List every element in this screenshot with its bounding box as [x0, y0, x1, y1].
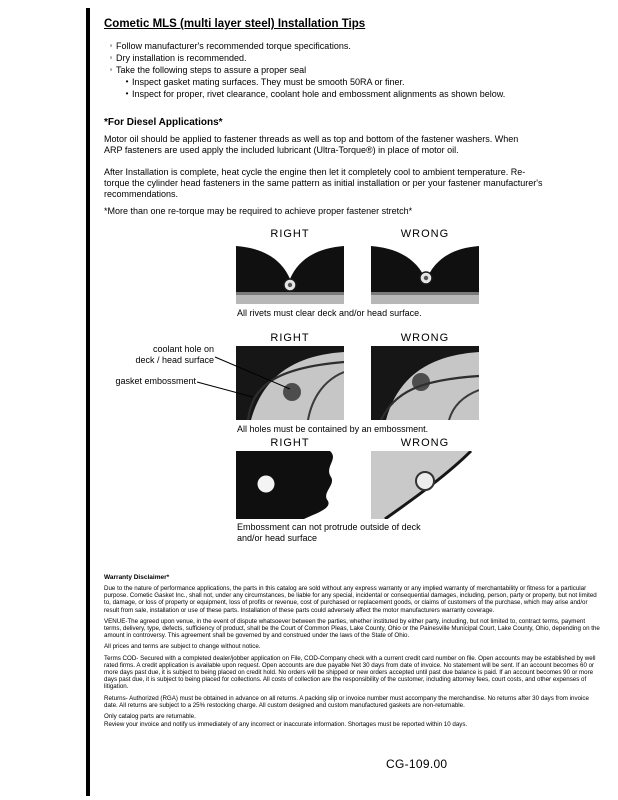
wrong-header: WRONG: [400, 332, 450, 344]
rivet-right-image: [236, 242, 344, 304]
diagram-row-holes: [236, 332, 479, 420]
warranty-disclaimer: [104, 574, 601, 732]
tip-sub-item: [122, 88, 505, 100]
warranty-paragraph: Terms COD- Secured with a completed dealer/jobber application on File, COD-Company check with a current credit card number on file. Open accounts may be established by well rated firms. A credit application is available upon request. Open accounts are due payable Net 30 days from date of invoice. No statement will be sent. If an account becomes 60 or more days past due, it is subject to being placed on credit hold. No orders will be shipped or new orders accepted until past due balance is paid. If an account becomes 90 or more days past due, it is subject to being placed for collections. All costs of collection are the responsibility of the customer, including attorney fees, court costs, and other expenses of litigation.: [104, 654, 596, 691]
bolt-hole-icon: [258, 476, 275, 493]
annotation-embossment-label: gasket embossment: [115, 376, 196, 386]
diesel-paragraph-2: After Installation is complete, heat cycle the engine then let it completely cool to ambient temperature. Re-torque the cylinder head fasteners in the same pattern as initial installation or per your fastener manufacturer's recommendations.: [104, 167, 543, 199]
protrusion-caption: Embossment can not protrude outside of deck and/or head surface: [237, 522, 421, 543]
tip-sub-item: [122, 76, 505, 88]
wrong-header: WRONG: [400, 228, 450, 240]
diesel-paragraph-1: Motor oil should be applied to fastener threads as well as top and bottom of the fastener washers. When ARP fasteners are used apply the included lubricant (Ultra-Torque®) in place of motor oil.: [104, 134, 519, 155]
rivet-wrong-image: [371, 242, 479, 304]
diagram-wrong-column: [371, 437, 479, 519]
diagram-right-column: [236, 332, 344, 420]
warranty-paragraph: Returns- Authorized (RGA) must be obtained in advance on all returns. A packing slip or invoice number must accompany the merchandise. No returns after 30 days from invoice date. All returns are subject to a 25% restocking charge. All custom designed and custom manufactured gaskets are non-returnable.: [104, 694, 589, 709]
bullet-marker: ◦: [109, 53, 113, 62]
right-header: RIGHT: [270, 332, 310, 344]
diagram-row-rivets: [236, 228, 479, 304]
right-header: RIGHT: [270, 437, 310, 449]
tip-text: Dry installation is recommended.: [116, 53, 247, 63]
tip-item: [106, 40, 505, 52]
warranty-paragraph: Due to the nature of performance applications, the parts in this catalog are sold without any express warranty or any implied warranty of merchantability or fitness for a particular purpose. Cometic Gasket Inc., shall not, under any circumstances, be liable for any special, incidental or consequential damages, including, person, party or property, but not limited to, damage, or loss of property or equipment, loss of profits or revenue, cost of purchased or replacement goods, or claims of customers of the purchase, which may arise and/or result from sale, installation or use of these parts. Installation of these parts could adversely affect the motor manufacturers warranty coverage.: [104, 585, 597, 614]
page-title: Cometic MLS (multi layer steel) Installation Tips: [104, 18, 366, 30]
warranty-paragraph: Only catalog parts are returnable.: [104, 713, 196, 721]
tip-text: Inspect gasket mating surfaces. They must be smooth 50RA or finer.: [132, 77, 405, 87]
embossment-right-image: [236, 346, 344, 420]
holes-caption: All holes must be contained by an embossment.: [237, 424, 429, 434]
warranty-paragraph: VENUE-The agreed upon venue, in the event of dispute whatsoever between the parties, whether instituted by either party, including, but not limited to, contract terms, payment terms, delivery, type, defects, sufficiency of product, shall be the Court of Common Pleas, Lake County, Ohio or the Painesville Municipal Court, Lake County, Ohio, depending on the amount in controversy. This agreement shall be governed by and construed under the laws of the State of Ohio.: [104, 617, 600, 640]
bullet-marker: •: [125, 77, 129, 86]
coolant-hole-icon: [283, 383, 301, 401]
protrusion-wrong-image: [371, 451, 479, 519]
annotation-coolant-label: coolant hole on deck / head surface: [135, 344, 214, 365]
rivet-caption: All rivets must clear deck and/or head surface.: [237, 308, 422, 318]
left-edge-rule: [86, 8, 90, 796]
warranty-paragraph: Review your invoice and notify us immediately of any incorrect or inaccurate information. Shortages must be reported within 10 days.: [104, 721, 468, 729]
tips-list: [106, 40, 505, 100]
right-header: RIGHT: [270, 228, 310, 240]
catalog-code: CG-109.00: [386, 757, 448, 771]
diesel-applications-heading: *For Diesel Applications*: [104, 117, 223, 128]
warranty-heading: Warranty Disclaimer*: [104, 574, 170, 581]
tip-text: Take the following steps to assure a proper seal: [116, 65, 307, 75]
diagram-wrong-column: [371, 228, 479, 304]
bullet-marker: •: [125, 89, 129, 98]
diagram-right-column: [236, 228, 344, 304]
embossment-wrong-image: [371, 346, 479, 420]
bullet-marker: ◦: [109, 65, 113, 74]
wrong-header: WRONG: [400, 437, 450, 449]
retorque-note: *More than one re-torque may be required to achieve proper fastener stretch*: [104, 206, 413, 216]
warranty-paragraph: All prices and terms are subject to change without notice.: [104, 643, 261, 651]
tip-item: [106, 52, 505, 64]
diagram-row-protrusion: [236, 437, 479, 519]
bullet-marker: ◦: [109, 41, 113, 50]
tip-text: Inspect for proper, rivet clearance, coolant hole and embossment alignments as shown below.: [132, 89, 506, 99]
diagram-right-column: [236, 437, 344, 519]
embossment-ring-icon: [416, 472, 434, 490]
diagram-wrong-column: [371, 332, 479, 420]
tip-item: [106, 64, 505, 76]
tip-text: Follow manufacturer's recommended torque specifications.: [116, 41, 351, 51]
protrusion-right-image: [236, 451, 344, 519]
